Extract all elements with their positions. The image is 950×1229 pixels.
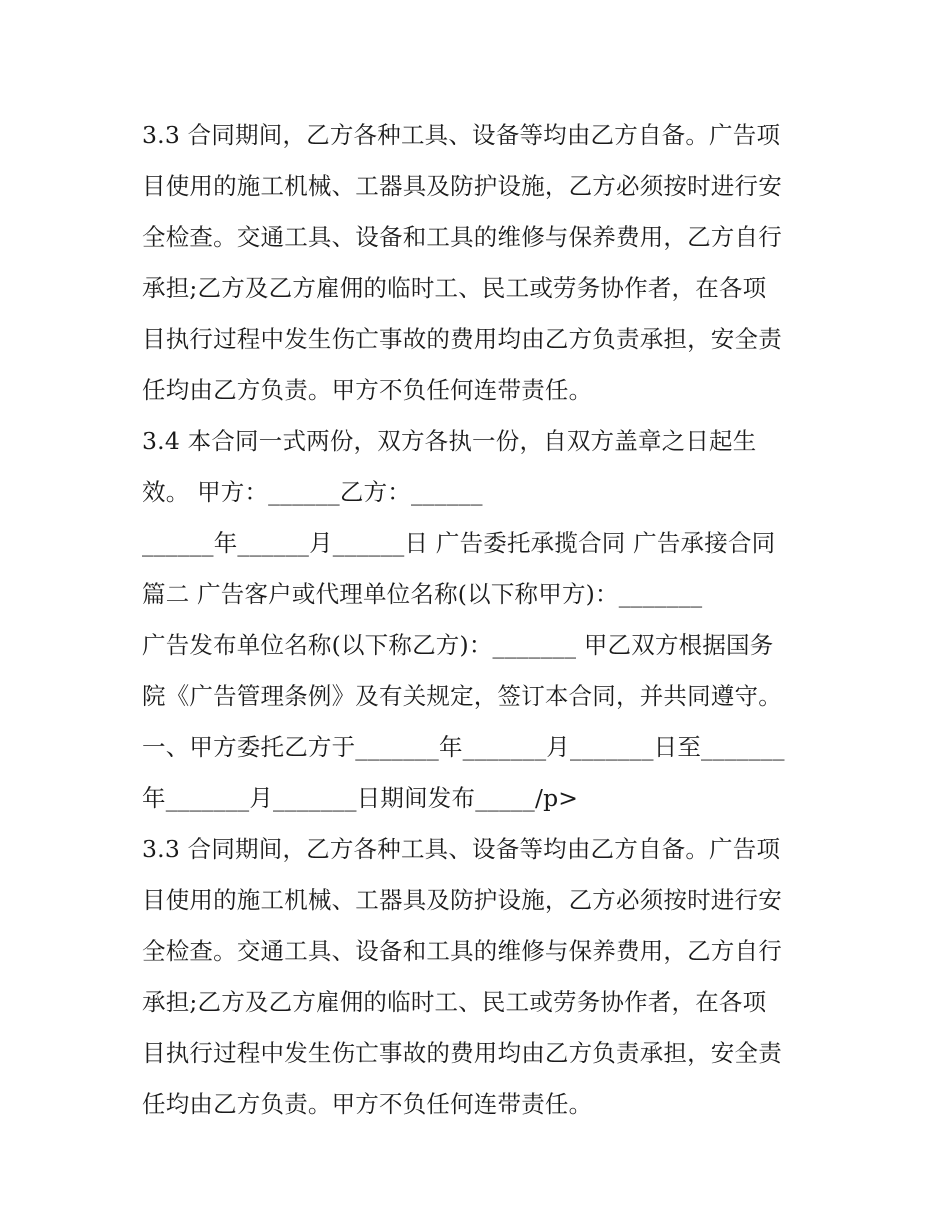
text-line: 任均由乙方负责。甲方不负任何连带责任。 [142, 1090, 593, 1118]
text-line: 院《广告管理条例》及有关规定，签订本合同，并共同遵守。 [142, 682, 782, 710]
text-line: 3.4 本合同一式两份，双方各执一份，自双方盖章之日起生 [142, 427, 757, 455]
text-line: 3.3 合同期间，乙方各种工具、设备等均由乙方自备。广告项 [142, 835, 781, 863]
text-line: 目执行过程中发生伤亡事故的费用均由乙方负责承担，安全责 [142, 325, 782, 353]
text-line: 目使用的施工机械、工器具及防护设施，乙方必须按时进行安 [142, 172, 782, 200]
text-line: 全检查。交通工具、设备和工具的维修与保养费用，乙方自行 [142, 223, 782, 251]
text-line: 篇二 广告客户或代理单位名称(以下称甲方)：_______ [142, 580, 703, 608]
text-line: 承担;乙方及乙方雇佣的临时工、民工或劳务协作者，在各项 [142, 988, 767, 1016]
text-line: 目执行过程中发生伤亡事故的费用均由乙方负责承担，安全责 [142, 1039, 782, 1067]
text-line: 一、甲方委托乙方于_______年_______月_______日至_______ [142, 733, 785, 761]
text-line: 效。 甲方：______乙方：______ [142, 478, 483, 506]
text-line: 任均由乙方负责。甲方不负任何连带责任。 [142, 376, 593, 404]
text-line: 3.3 合同期间，乙方各种工具、设备等均由乙方自备。广告项 [142, 121, 781, 149]
text-line: ______年______月______日 广告委托承揽合同 广告承接合同 [142, 529, 776, 557]
text-line: 承担;乙方及乙方雇佣的临时工、民工或劳务协作者，在各项 [142, 274, 767, 302]
contract-text-block [142, 110, 822, 1130]
text-line: 全检查。交通工具、设备和工具的维修与保养费用，乙方自行 [142, 937, 782, 965]
text-line: 广告发布单位名称(以下称乙方)：_______ 甲乙双方根据国务 [142, 631, 774, 659]
text-line: 年_______月_______日期间发布_____/p> [142, 784, 579, 812]
text-line: 目使用的施工机械、工器具及防护设施，乙方必须按时进行安 [142, 886, 782, 914]
